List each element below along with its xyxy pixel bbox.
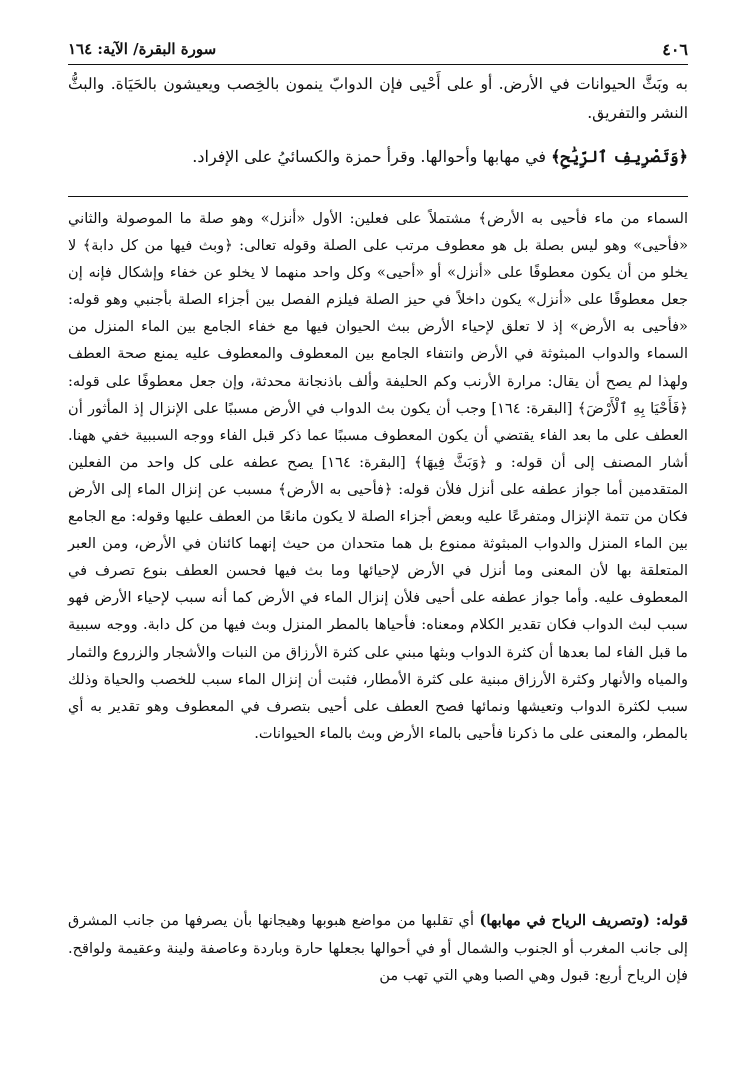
- second-paragraph-text: أي تقلبها من مواضع هبوبها وهيجانها بأن يصرفها من جانب المشرق إلى جانب المغرب أو الجنوب والشمال أو في أحوالها بجعلها حارة وباردة وعاصفة ولينة وعقيمة ولواقح. فإن الرياح أربع: قبول وهي الصبا وهي التي تهب من: [68, 912, 688, 984]
- quran-line-rest: في مهابها وأحوالها. وقرأ حمزة والكسائيُ على الإفراد.: [192, 147, 552, 166]
- header-rule: [68, 64, 688, 65]
- commentary-paragraph: السماء من ماء فأحيى به الأرض﴾ مشتملاً على فعلين: الأول «أنزل» وهو صلة ما الموصولة والثاني «فأحيى» وهو ليس بصلة بل هو معطوف مرتب على الصلة وقوله تعالى: ﴿وبث فيها من كل دابة﴾ لا يخلو من أن يكون معطوفًا على «أنزل» أو «أحيى» وكل واحد منهما لا يخلو عن خفاء وإشكال فإنه إن جعل معطوفًا على «أنزل» يكون داخلاً في حيز الصلة فيلزم الفصل بين أجزاء الصلة بأجنبي وهو قوله: «فأحيى به الأرض» إذ لا تعلق لإحياء الأرض ببث الحيوان فيها مع خفاء الجامع بين الماء المنزل من السماء والدواب المبثوثة في الأرض وانتفاء الجامع بين المعطوف والمعطوف عليه يمنع صحة العطف ولهذا لم يصح أن يقال: مرارة الأرنب وكم الحليفة وألف باذنجانة محدثة، وإن جعل معطوفًا على قوله: ﴿فَأَحْيَا بِهِ ٱلْأَرْضَ﴾ [البقرة: ١٦٤] وجب أن يكون بث الدواب في الأرض مسببًا على الإنزال إذ المأثور أن العطف على ما بعد الفاء يقتضي أن يكون المعطوف مسببًا عما ذكر قبل الفاء ووجه السببية خفي ههنا. أشار المصنف إلى أن قوله: و ﴿وَبَثَّ فِيهَا﴾ [البقرة: ١٦٤] يصح عطفه على كل واحد من الفعلين المتقدمين أما جواز عطفه على أنزل فلأن قوله: ﴿فأحيى به الأرض﴾ مسبب عن إنزال الماء إلى الأرض فكان من تتمة الإنزال ومتفرعًا عليه وبعض أجزاء الصلة لا يكون مانعًا من العطف عليها وقوله: مع الجامع بين الماء المنزل والدواب المبثوثة ممنوع بل هما متحدان من حيث إنهما كائنان في الأرض، ومن العبر المتعلقة بها لأن المعنى وما أنزل في الأرض لإحيائها وما بث فيها فحسن العطف بنوع تصرف في المعطوف عليه. وأما جواز عطفه على أحيى فلأن إنزال الماء في الأرض كما أنه سبب لإحياء الأرض فهو سبب لبث الدواب فكان تقدير الكلام ومعناه: فأحياها بالمطر المنزل وبث فيها من كل دابة. ووجه سببية ما قبل الفاء لما بعدها أن كثرة الدواب وبثها مبني على كثرة الأرزاق من النبات والأشجار والزروع والثمار والمياه والأنهار وكثرة الأرزاق مبنية على كثرة الأمطار، فثبت أن إنزال الماء سبب للخصب والحياة وذلك سبب لكثرة الدواب وتعيشها ونمائها فصح العطف على أحيى بتصرف في المعطوف وهو تقدير به أي بالمطر، والمعنى على ما ذكرنا فأحيى بالماء الأرض وبث بالماء الحيوانات.: [68, 210, 689, 742]
- quran-phrase: ﴿وَتَصْرِيفِ ٱلرِّيَٰحِ﴾: [551, 147, 688, 166]
- page-header: [68, 34, 688, 64]
- second-paragraph-body: [68, 907, 688, 990]
- lead-phrase: قوله: (وتصريف الرياح في مهابها): [479, 912, 689, 929]
- section-divider: [68, 196, 688, 197]
- page-number: ٤٠٦: [662, 39, 688, 59]
- commentary-text: [68, 205, 688, 747]
- quran-line: [68, 142, 688, 171]
- main-text-paragraph: به وبَثَّ الحيوانات في الأرض. أو على أَحْيى فإن الدوابّ ينمون بالخِصب ويعيشون بالحَيَاة. والبثُّ النشر والتفريق.: [68, 75, 688, 122]
- commentary-second-paragraph: [68, 907, 688, 990]
- main-text: [68, 70, 688, 171]
- running-title: سورة البقرة/ الآية: ١٦٤: [68, 40, 217, 58]
